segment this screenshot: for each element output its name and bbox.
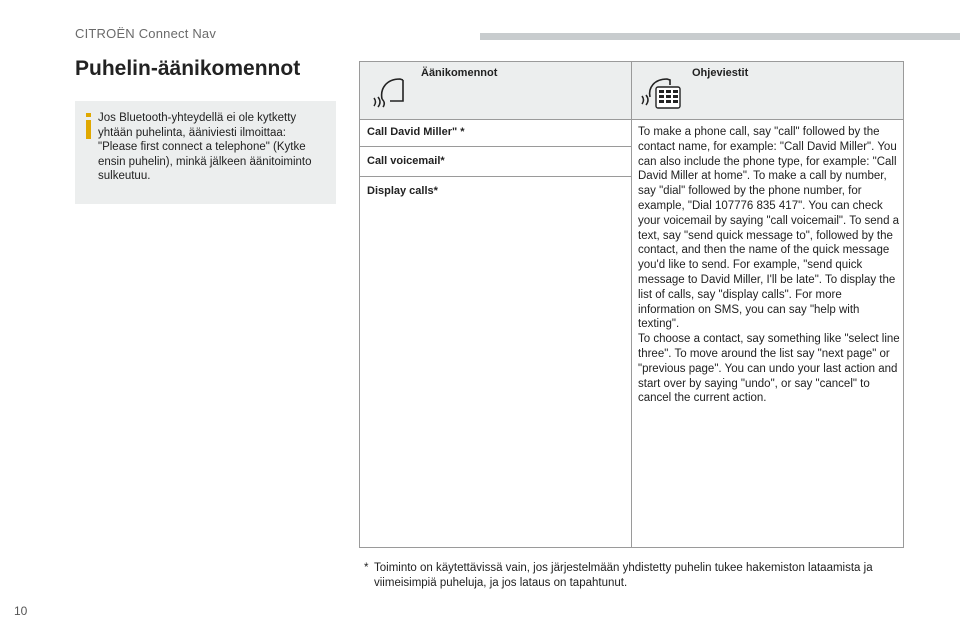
command-display-calls: Display calls*	[367, 185, 438, 197]
voice-keypad-icon	[640, 71, 684, 111]
help-message	[638, 125, 900, 406]
info-box	[75, 101, 336, 204]
voice-commands-table	[359, 61, 904, 548]
help-message-part-2: To choose a contact, say something like "select line three". To move around the list say "next page" or "previous page". You can undo your last action and start over by saying "undo", or say "cancel" to cancel the current action.	[638, 333, 900, 405]
header-brand: CITROËN Connect Nav	[75, 26, 217, 41]
footnote-text: Toiminto on käytettävissä vain, jos järjestelmään yhdistetty puhelin tukee hakemiston lataamista ja viimeisimpiä puheluja, ja jos lataus on tapahtunut.	[374, 562, 873, 589]
footnote-marker: *	[364, 562, 369, 574]
page-title: Puhelin-äänikomennot	[75, 57, 301, 80]
column-header-commands: Äänikomennot	[421, 67, 498, 79]
row-divider	[360, 176, 631, 177]
info-text: Jos Bluetooth-yhteydellä ei ole kytketty yhtään puhelinta, ääniviesti ilmoittaa: "Please first connect a telephone" (Kytke ensin puhelin), minkä jälkeen äänitoiminto sulkeutuu.	[98, 112, 312, 183]
column-header-messages: Ohjeviestit	[692, 67, 749, 79]
help-message-part-1: To make a phone call, say "call" followed by the contact name, for example: "Call David Miller". You can also include the phone type, for example: "Call David Miller at home". To make a call by number, say "dial" followed by the phone number, for example, "Dial 107776 835 417". You can check your voicemail by saying "call voicemail". To send a text, say "send quick message to", followed by the contact, and then the name of the quick message you'd like to send. For example, "send quick message to David Miller, I'll be late". To display the list of calls, say "display calls". For more information on SMS, you can say "help with texting".	[638, 126, 900, 331]
info-icon	[86, 113, 92, 139]
page-number: 10	[14, 604, 28, 618]
column-divider	[631, 62, 632, 547]
row-divider	[360, 146, 631, 147]
footnote	[364, 561, 909, 590]
header-bar	[480, 33, 960, 40]
command-call-voicemail: Call voicemail*	[367, 155, 445, 167]
voice-command-icon	[370, 71, 408, 109]
command-call-contact: Call David Miller" *	[367, 126, 465, 138]
